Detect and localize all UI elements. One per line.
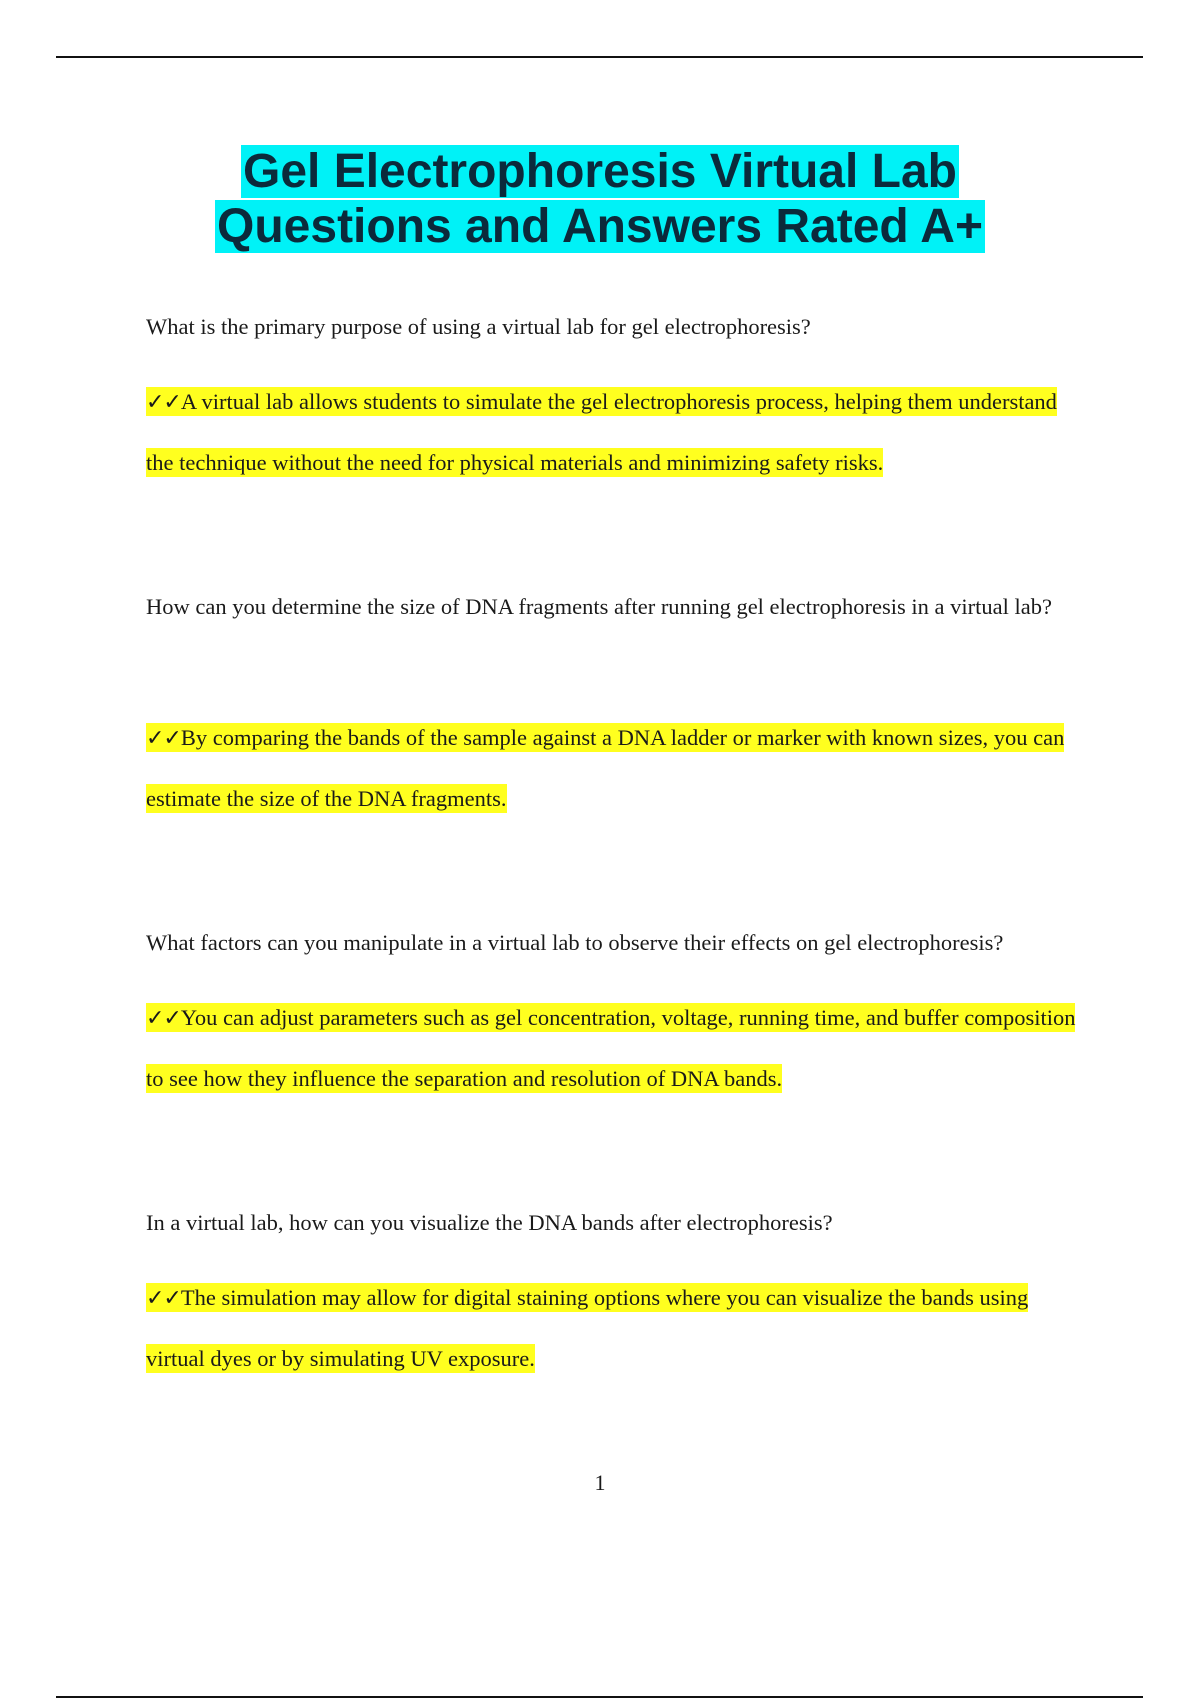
page-number: 1 (594, 1470, 606, 1495)
title-line-1: Gel Electrophoresis Virtual Lab (243, 145, 957, 198)
question-text: What factors can you manipulate in a virtual lab to observe their effects on gel electrophoresis? (146, 930, 1004, 955)
double-check-icon: ✓✓ (146, 1006, 181, 1031)
answer-block (146, 988, 1086, 1109)
answer-block (146, 372, 1086, 493)
question-text: What is the primary purpose of using a virtual lab for gel electrophoresis? (146, 314, 811, 339)
answer-text (146, 708, 1086, 829)
answer-block (146, 708, 1086, 829)
qa-item (146, 580, 1086, 633)
double-check-icon: ✓✓ (146, 726, 181, 751)
question-text: How can you determine the size of DNA fragments after running gel electrophoresis in a virtual lab? (146, 594, 1052, 619)
answer-text (146, 988, 1086, 1109)
answer-block (146, 1268, 1086, 1389)
answer-text (146, 1268, 1086, 1389)
title-line-2: Questions and Answers Rated A+ (217, 200, 983, 253)
qa-item (146, 1196, 1086, 1249)
answer-body: A virtual lab allows students to simulate the gel electrophoresis process, helping them understand the technique without the need for physical materials and minimizing safety risks. (146, 389, 1057, 475)
question-text: In a virtual lab, how can you visualize the DNA bands after electrophoresis? (146, 1210, 833, 1235)
double-check-icon: ✓✓ (146, 390, 181, 415)
answer-body: The simulation may allow for digital staining options where you can visualize the bands using virtual dyes or by simulating UV exposure. (146, 1285, 1029, 1371)
document-title (0, 144, 1200, 254)
footer-rule (56, 1696, 1143, 1698)
answer-body: By comparing the bands of the sample against a DNA ladder or marker with known sizes, you can estimate the size of the DNA fragments. (146, 725, 1065, 811)
answer-body: You can adjust parameters such as gel concentration, voltage, running time, and buffer composition to see how they influence the separation and resolution of DNA bands. (146, 1005, 1076, 1091)
double-check-icon: ✓✓ (146, 1286, 181, 1311)
qa-item (146, 916, 1086, 969)
header-rule (56, 56, 1143, 58)
answer-text (146, 372, 1086, 493)
qa-item (146, 300, 1086, 353)
